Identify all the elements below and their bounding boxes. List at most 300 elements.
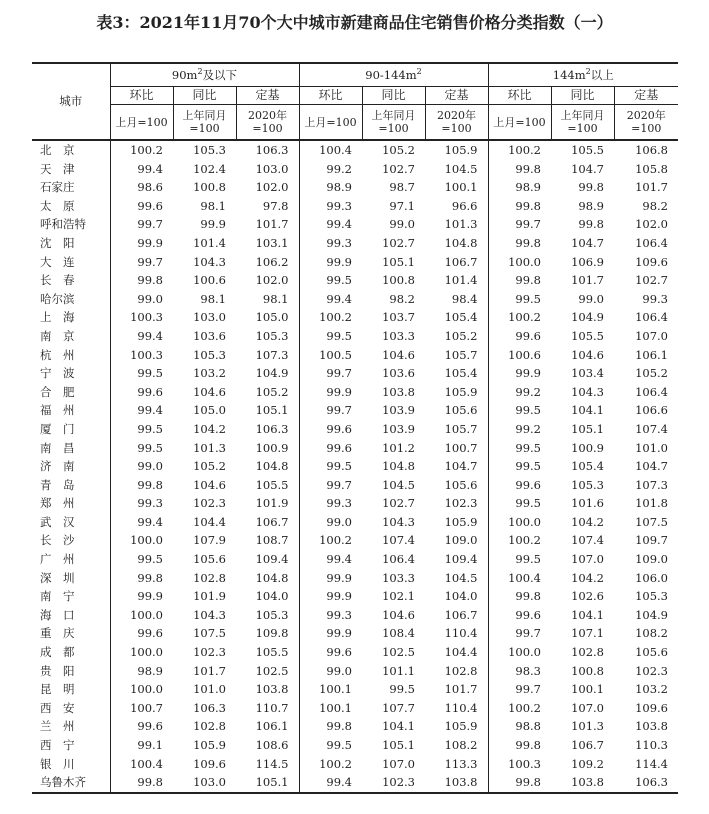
index-value: 106.3 xyxy=(255,421,289,436)
index-value: 107.0 xyxy=(382,756,415,771)
index-value: 99.9 xyxy=(299,383,362,402)
index-value: 101.9 xyxy=(193,589,226,604)
city-name: 海 口 xyxy=(40,607,75,622)
table-row xyxy=(32,736,678,755)
index-value: 99.4 xyxy=(110,327,173,346)
index-value: 100.4 xyxy=(110,755,173,774)
base-period-header xyxy=(425,105,488,141)
index-value: 107.0 xyxy=(571,700,604,715)
index-value: 99.6 xyxy=(110,383,173,402)
index-value: 102.7 xyxy=(382,235,415,250)
city-header: 城市 xyxy=(32,63,110,140)
index-value: 106.1 xyxy=(635,347,668,362)
index-value: 102.7 xyxy=(635,273,668,288)
index-value: 99.9 xyxy=(488,364,551,383)
index-value: 105.0 xyxy=(255,310,289,325)
index-value: 104.8 xyxy=(382,459,415,474)
table-body xyxy=(32,140,678,793)
index-value: 104.7 xyxy=(571,161,604,176)
index-value: 98.4 xyxy=(451,291,478,306)
index-value: 99.5 xyxy=(488,457,551,476)
table-row xyxy=(32,383,678,402)
index-value: 99.7 xyxy=(488,680,551,699)
index-value: 99.5 xyxy=(299,271,362,290)
index-value: 100.4 xyxy=(299,140,362,160)
index-value: 104.1 xyxy=(571,607,604,622)
index-value: 103.8 xyxy=(571,775,604,790)
table-row xyxy=(32,624,678,643)
index-value: 98.9 xyxy=(110,662,173,681)
index-value: 104.5 xyxy=(444,570,478,585)
table-row xyxy=(32,327,678,346)
index-value: 106.4 xyxy=(635,235,668,250)
index-value: 100.0 xyxy=(488,253,551,272)
index-value: 99.6 xyxy=(488,606,551,625)
index-value: 101.4 xyxy=(193,235,226,250)
index-value: 102.3 xyxy=(193,645,226,660)
index-value: 99.5 xyxy=(389,682,415,697)
base-period-line2: =100 xyxy=(252,122,283,135)
index-value: 96.6 xyxy=(451,198,478,213)
index-value: 108.7 xyxy=(255,533,289,548)
index-value: 102.1 xyxy=(382,589,415,604)
index-value: 104.8 xyxy=(255,459,289,474)
index-value: 100.5 xyxy=(299,346,362,365)
index-value: 104.6 xyxy=(193,477,226,492)
city-name: 太 原 xyxy=(40,198,75,213)
index-value: 114.5 xyxy=(255,756,289,771)
table-row xyxy=(32,569,678,588)
index-value: 109.0 xyxy=(635,552,668,567)
table-row xyxy=(32,271,678,290)
index-value: 106.9 xyxy=(571,254,604,269)
index-value: 100.0 xyxy=(110,643,173,662)
index-value: 99.8 xyxy=(578,180,604,195)
index-value: 98.7 xyxy=(389,180,415,195)
index-value: 99.7 xyxy=(110,253,173,272)
index-value: 99.6 xyxy=(110,717,173,736)
index-value: 99.9 xyxy=(110,587,173,606)
index-value: 103.8 xyxy=(382,384,415,399)
table-row xyxy=(32,160,678,179)
index-value: 100.1 xyxy=(571,682,604,697)
index-value: 104.3 xyxy=(382,514,415,529)
index-value: 100.2 xyxy=(488,140,551,160)
index-value: 100.2 xyxy=(299,308,362,327)
city-name: 北 京 xyxy=(40,143,75,157)
index-value: 101.0 xyxy=(193,682,226,697)
index-value: 106.7 xyxy=(571,738,604,752)
group-header-medium: $90-144m^2$ xyxy=(299,63,488,87)
index-value: 99.9 xyxy=(299,569,362,588)
index-value: 99.0 xyxy=(299,513,362,532)
index-value: 99.5 xyxy=(110,364,173,383)
index-value: 103.0 xyxy=(255,161,289,176)
index-value: 105.9 xyxy=(444,514,478,529)
index-value: 105.3 xyxy=(255,328,289,343)
table-row xyxy=(32,513,678,532)
sub-header-yoy: 同比 xyxy=(551,87,614,105)
index-value: 100.1 xyxy=(299,699,362,718)
index-value: 108.4 xyxy=(382,626,415,641)
index-value: 104.2 xyxy=(571,570,604,585)
city-name: 天 津 xyxy=(40,161,75,176)
index-value: 107.0 xyxy=(635,328,668,343)
index-value: 102.0 xyxy=(255,180,289,195)
index-value: 106.2 xyxy=(255,254,289,269)
index-value: 99.9 xyxy=(299,587,362,606)
index-value: 99.3 xyxy=(110,494,173,513)
index-value: 103.6 xyxy=(382,366,415,381)
index-value: 103.3 xyxy=(382,570,415,585)
index-value: 99.6 xyxy=(110,624,173,643)
sub-header-mom: 环比 xyxy=(488,87,551,105)
index-value: 104.6 xyxy=(382,347,415,362)
header-row-groups xyxy=(32,63,678,87)
index-value: 102.4 xyxy=(193,161,226,176)
index-value: 101.7 xyxy=(571,273,604,288)
index-value: 100.2 xyxy=(488,699,551,718)
index-value: 99.7 xyxy=(110,215,173,234)
index-value: 105.8 xyxy=(635,161,668,176)
sub-header-fixed: 定基 xyxy=(236,87,299,105)
index-value: 107.4 xyxy=(635,421,668,436)
index-value: 106.7 xyxy=(255,514,289,529)
index-value: 104.3 xyxy=(193,254,226,269)
base-period-header xyxy=(110,105,173,141)
index-value: 101.7 xyxy=(444,682,478,697)
index-value: 99.9 xyxy=(200,217,226,232)
index-value: 105.2 xyxy=(193,459,226,474)
index-value: 104.3 xyxy=(193,607,226,622)
index-value: 99.5 xyxy=(110,420,173,439)
table-row xyxy=(32,531,678,550)
index-value: 104.9 xyxy=(635,607,668,622)
index-value: 99.5 xyxy=(488,401,551,420)
index-value: 106.6 xyxy=(635,403,668,418)
index-value: 99.4 xyxy=(299,550,362,569)
index-value: 98.3 xyxy=(488,662,551,681)
index-value: 104.9 xyxy=(571,310,604,325)
index-value: 99.5 xyxy=(488,439,551,458)
index-value: 99.8 xyxy=(488,736,551,755)
table-row xyxy=(32,140,678,160)
base-period-line1: 上年同月 xyxy=(182,109,227,122)
index-value: 107.1 xyxy=(571,626,604,641)
base-period-line2: =100 xyxy=(189,122,220,135)
index-value: 102.8 xyxy=(193,570,226,585)
index-value: 99.8 xyxy=(488,271,551,290)
index-value: 101.8 xyxy=(635,496,668,511)
index-value: 99.8 xyxy=(110,773,173,793)
index-value: 99.8 xyxy=(578,217,604,232)
sub-header-fixed: 定基 xyxy=(614,87,678,105)
city-name: 沈 阳 xyxy=(40,235,75,250)
index-value: 99.3 xyxy=(299,606,362,625)
index-value: 102.6 xyxy=(571,589,604,604)
index-value: 106.7 xyxy=(444,254,478,269)
index-value: 99.5 xyxy=(488,290,551,309)
index-value: 104.6 xyxy=(382,607,415,622)
base-period-line2: =100 xyxy=(567,122,598,135)
sub-header-mom: 环比 xyxy=(299,87,362,105)
base-period-line1: 上年同月 xyxy=(560,109,605,122)
index-value: 99.6 xyxy=(110,197,173,216)
index-value: 107.7 xyxy=(382,700,415,715)
index-value: 100.2 xyxy=(488,531,551,550)
table-row xyxy=(32,550,678,569)
index-value: 98.1 xyxy=(200,198,226,213)
city-name: 南 宁 xyxy=(40,589,75,604)
index-value: 109.6 xyxy=(635,254,668,269)
index-value: 99.5 xyxy=(488,494,551,513)
index-value: 106.3 xyxy=(255,143,289,157)
index-value: 100.7 xyxy=(444,440,478,455)
index-value: 101.3 xyxy=(193,440,226,455)
index-value: 99.5 xyxy=(299,327,362,346)
table-row xyxy=(32,457,678,476)
index-value: 102.5 xyxy=(255,663,289,678)
index-value: 102.3 xyxy=(382,775,415,790)
index-value: 105.1 xyxy=(382,254,415,269)
index-value: 104.2 xyxy=(571,514,604,529)
index-value: 99.5 xyxy=(488,550,551,569)
group-header-large: $144m^2$以上 xyxy=(488,63,678,87)
index-value: 105.5 xyxy=(255,645,289,660)
index-value: 101.7 xyxy=(635,180,668,195)
index-value: 103.8 xyxy=(635,719,668,734)
table-title: 表3：2021年11月70个大中城市新建商品住宅销售价格分类指数（一） xyxy=(96,13,613,32)
index-value: 99.0 xyxy=(578,291,604,306)
index-value: 100.9 xyxy=(571,440,604,455)
index-value: 99.3 xyxy=(299,494,362,513)
index-value: 105.3 xyxy=(255,607,289,622)
index-value: 107.4 xyxy=(571,533,604,548)
city-name: 乌鲁木齐 xyxy=(40,775,86,790)
index-value: 104.5 xyxy=(444,161,478,176)
city-name: 重 庆 xyxy=(40,626,75,641)
index-value: 105.4 xyxy=(444,310,478,325)
table-row xyxy=(32,699,678,718)
index-value: 103.0 xyxy=(193,775,226,790)
table-row xyxy=(32,587,678,606)
index-value: 99.7 xyxy=(488,624,551,643)
base-period-line2: =100 xyxy=(378,122,409,135)
index-value: 105.0 xyxy=(193,403,226,418)
index-value: 110.4 xyxy=(444,700,478,715)
index-value: 100.2 xyxy=(488,308,551,327)
index-value: 99.3 xyxy=(642,291,668,306)
table-row xyxy=(32,253,678,272)
index-value: 101.3 xyxy=(571,719,604,734)
index-value: 105.2 xyxy=(382,143,415,157)
index-value: 99.4 xyxy=(110,513,173,532)
index-value: 99.8 xyxy=(488,773,551,793)
index-value: 99.8 xyxy=(110,569,173,588)
index-value: 107.0 xyxy=(571,552,604,567)
index-value: 105.9 xyxy=(444,719,478,734)
city-name: 哈尔滨 xyxy=(40,291,75,306)
index-value: 104.3 xyxy=(571,384,604,399)
index-value: 99.4 xyxy=(299,773,362,793)
city-name: 石家庄 xyxy=(40,180,75,195)
base-period-line2: =100 xyxy=(441,122,472,135)
index-value: 98.2 xyxy=(642,198,668,213)
index-value: 99.8 xyxy=(110,271,173,290)
index-value: 99.1 xyxy=(110,736,173,755)
base-period-header xyxy=(362,105,425,141)
table-row xyxy=(32,234,678,253)
index-value: 99.7 xyxy=(299,401,362,420)
index-value: 99.0 xyxy=(299,662,362,681)
index-value: 100.3 xyxy=(488,755,551,774)
table-row xyxy=(32,290,678,309)
index-value: 102.0 xyxy=(635,217,668,232)
table-row xyxy=(32,215,678,234)
table-row xyxy=(32,364,678,383)
index-value: 105.5 xyxy=(571,143,604,157)
index-value: 110.4 xyxy=(444,626,478,641)
index-value: 105.6 xyxy=(193,552,226,567)
index-value: 99.6 xyxy=(299,643,362,662)
table-row xyxy=(32,717,678,736)
sub-header-yoy: 同比 xyxy=(362,87,425,105)
index-value: 102.3 xyxy=(635,663,668,678)
city-name: 广 州 xyxy=(40,552,75,567)
index-value: 99.8 xyxy=(488,197,551,216)
index-value: 99.7 xyxy=(299,476,362,495)
index-value: 105.6 xyxy=(635,645,668,660)
index-value: 102.5 xyxy=(382,645,415,660)
city-name: 杭 州 xyxy=(40,347,75,362)
index-value: 107.4 xyxy=(382,533,415,548)
index-value: 100.1 xyxy=(299,680,362,699)
index-value: 99.2 xyxy=(488,383,551,402)
header-row-base xyxy=(32,105,678,141)
city-name: 福 州 xyxy=(40,403,75,418)
index-value: 104.6 xyxy=(571,347,604,362)
index-value: 99.4 xyxy=(110,401,173,420)
index-value: 102.8 xyxy=(444,663,478,678)
index-value: 100.8 xyxy=(571,663,604,678)
index-value: 105.6 xyxy=(444,477,478,492)
index-value: 108.6 xyxy=(255,738,289,752)
index-value: 97.8 xyxy=(262,198,289,213)
base-period-header xyxy=(551,105,614,141)
index-value: 109.4 xyxy=(255,552,289,567)
index-value: 99.5 xyxy=(299,736,362,755)
base-period-header xyxy=(173,105,236,141)
index-value: 108.2 xyxy=(444,738,478,752)
table-row xyxy=(32,606,678,625)
index-value: 103.8 xyxy=(444,775,478,790)
city-name: 长 春 xyxy=(40,273,75,288)
index-value: 100.1 xyxy=(444,180,478,195)
base-period-header xyxy=(488,105,551,141)
index-value: 99.4 xyxy=(299,290,362,309)
index-value: 101.9 xyxy=(255,496,289,511)
index-value: 110.3 xyxy=(635,738,668,752)
index-value: 99.2 xyxy=(299,160,362,179)
index-value: 105.3 xyxy=(193,347,226,362)
index-value: 100.7 xyxy=(110,699,173,718)
index-value: 109.4 xyxy=(444,552,478,567)
index-value: 98.1 xyxy=(262,291,289,306)
index-value: 99.8 xyxy=(110,476,173,495)
index-value: 107.5 xyxy=(635,514,668,529)
index-value: 104.7 xyxy=(444,459,478,474)
index-value: 106.4 xyxy=(635,310,668,325)
index-value: 98.9 xyxy=(578,198,604,213)
index-value: 102.0 xyxy=(255,273,289,288)
index-value: 100.0 xyxy=(488,513,551,532)
index-value: 100.2 xyxy=(110,140,173,160)
index-value: 104.8 xyxy=(255,570,289,585)
table-row xyxy=(32,178,678,197)
index-value: 106.1 xyxy=(255,719,289,734)
index-value: 99.9 xyxy=(299,253,362,272)
city-name: 上 海 xyxy=(40,310,75,325)
index-value: 107.3 xyxy=(635,477,668,492)
base-period-line1: 上月=100 xyxy=(304,115,357,129)
city-name: 大 连 xyxy=(40,254,75,269)
index-value: 99.5 xyxy=(110,439,173,458)
index-value: 104.0 xyxy=(255,589,289,604)
index-value: 101.7 xyxy=(193,663,226,678)
index-value: 99.6 xyxy=(488,476,551,495)
index-value: 105.5 xyxy=(255,477,289,492)
index-value: 106.4 xyxy=(382,552,415,567)
index-value: 100.8 xyxy=(193,180,226,195)
index-value: 105.2 xyxy=(444,328,478,343)
index-value: 105.9 xyxy=(193,738,226,752)
base-period-line1: 2020年 xyxy=(248,109,287,122)
index-value: 100.6 xyxy=(488,346,551,365)
index-value: 101.7 xyxy=(255,217,289,232)
index-value: 99.4 xyxy=(110,160,173,179)
index-value: 105.3 xyxy=(571,477,604,492)
index-value: 99.7 xyxy=(299,364,362,383)
city-name: 兰 州 xyxy=(40,719,75,734)
index-value: 107.9 xyxy=(193,533,226,548)
index-value: 102.7 xyxy=(382,161,415,176)
index-value: 99.8 xyxy=(299,717,362,736)
index-value: 104.4 xyxy=(444,645,478,660)
index-value: 99.3 xyxy=(299,197,362,216)
index-value: 99.9 xyxy=(110,234,173,253)
base-period-line1: 2020年 xyxy=(437,109,476,122)
index-value: 104.9 xyxy=(255,366,289,381)
index-value: 99.4 xyxy=(299,215,362,234)
price-index-table xyxy=(32,62,678,794)
index-value: 98.1 xyxy=(200,291,226,306)
index-value: 99.8 xyxy=(488,234,551,253)
index-value: 99.6 xyxy=(488,327,551,346)
index-value: 103.6 xyxy=(193,328,226,343)
table-row xyxy=(32,755,678,774)
index-value: 109.8 xyxy=(255,626,289,641)
index-value: 107.5 xyxy=(193,626,226,641)
base-period-line1: 上年同月 xyxy=(371,109,416,122)
base-period-line1: 上月=100 xyxy=(493,115,546,129)
table-row xyxy=(32,494,678,513)
index-value: 99.8 xyxy=(488,160,551,179)
index-value: 103.9 xyxy=(382,403,415,418)
index-value: 109.6 xyxy=(193,756,226,771)
sub-header-yoy: 同比 xyxy=(173,87,236,105)
base-period-line2: =100 xyxy=(631,122,662,135)
index-value: 100.2 xyxy=(299,755,362,774)
